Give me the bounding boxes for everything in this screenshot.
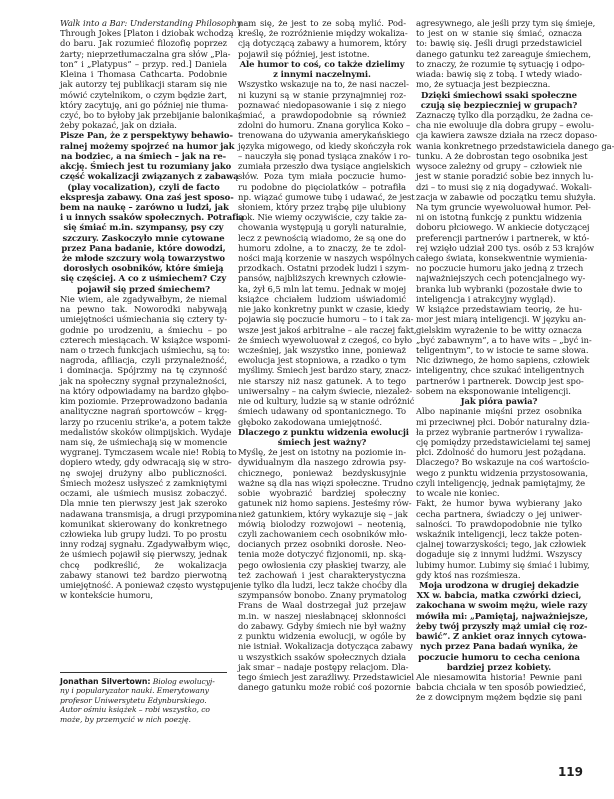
body-text-line: to wcale nie koniec.: [416, 488, 500, 499]
article-column-1: [60, 18, 245, 601]
body-text-line: wsze jest jakoś arbitralne – ale raczej fakt,: [238, 324, 417, 335]
body-text-line: docianych przez osobniki dorosłe. Neo-: [238, 539, 406, 550]
body-text-line: Walk into a Bar: Understanding Philosophy: [60, 18, 242, 28]
body-text-line: cha nie ewoluuje dla dobra grupy – ewolu-: [416, 120, 594, 131]
interview-question-line: Moja urodzona w drugiej dekadzie: [419, 580, 579, 591]
body-text-line: nam o trzech funkcjach uśmiechu, są to:: [60, 345, 230, 355]
interview-question-line: śmiech jest ważny?: [277, 436, 367, 447]
body-text-line: ważne są dla nas więzi społeczne. Trudno: [238, 477, 414, 488]
body-text-line: ewolucja jest stopniowa, a rzadko o tym: [238, 355, 406, 366]
article-column-2: [238, 18, 417, 693]
body-text-line: śmiech udawany od spontanicznego. To: [238, 406, 406, 417]
body-text-line: lubimy humor. Lubimy się śmiać i lubimy,: [416, 559, 590, 570]
body-text-line: czyć, bo to byłoby jak przebijanie balonika,: [60, 109, 241, 120]
body-text-line: oczami, ale uśmiech musisz zobaczyć.: [60, 488, 227, 499]
interview-question-line: i u innych ssaków społecznych. Potrafią: [60, 212, 245, 223]
body-text-line: Albo napinanie mięśni przez osobnika: [416, 406, 582, 417]
body-text-line: wcześniej, jak wszystko inne, ponieważ: [238, 345, 406, 355]
bio-line: może, by przemycić w nich poezję.: [60, 714, 191, 724]
body-text-line: wygranej. Tymczasem wcale nie! Robią to: [60, 447, 237, 458]
body-text-line: godnie po urodzeniu, a śmiechu – po: [60, 324, 227, 335]
body-text-line: wskaźnik inteligencji, lecz także poten-: [416, 528, 582, 539]
body-text-line: danego gatunku też zareaguje śmiechem,: [416, 48, 591, 59]
body-text-line: rej wzięło udział 200 tys. osób z 53 krajów: [416, 242, 595, 253]
body-text-line: poznawać niedopasowanie i się z niego: [238, 99, 406, 110]
bio-line: Autor ośmiu książek – robi wszystko, co: [60, 705, 210, 715]
body-text-line: Myślę, że jest on istotny na poziomie in-: [238, 447, 406, 458]
body-text-line: całego świata, konsekwentnie wymienia-: [416, 253, 588, 264]
body-text-line: nadawana transmisja, a drugi przypomina: [60, 508, 238, 519]
page-number: 119: [557, 765, 583, 779]
body-text-line: mo, że sytuacja jest bezpieczna.: [416, 79, 551, 90]
body-text-line: chowania występują u goryli naturalnie,: [238, 222, 407, 233]
body-text-line: do zabawy. Gdyby śmiech nie był ważny: [238, 620, 406, 631]
body-text-line: ła przez wybranie partnerów i rywaliza-: [416, 426, 584, 437]
body-text-line: jak autorzy tej publikacji staram się nie: [60, 79, 227, 90]
body-text-line: nież gatunkiem, który wykazuje się – jak: [238, 508, 408, 519]
interview-question-line: mówiła mi: „Pamiętaj, najważniejsze,: [416, 610, 588, 621]
body-text-line: pego owłosienia czy płaskiej twarzy, ale: [238, 559, 406, 570]
body-text-line: inteligencja i atrakcyjny wygląd).: [416, 293, 556, 304]
body-text-line: dopiero wtedy, gdy odwracają się w stro-: [60, 457, 232, 468]
body-text-line: mówią biolodzy rozwojowi – neotenią,: [238, 518, 406, 529]
body-text-line: gatunek niż homo sapiens. Jesteśmy rów-: [238, 498, 412, 509]
interview-question-line: (play vocalization), czyli de facto: [67, 181, 220, 192]
body-text-line: cecha partnera, świadczy o jej uniwer-: [416, 508, 582, 519]
interview-question-line: Dlaczego z punktu widzenia ewolucji: [238, 426, 409, 437]
body-text-line: Dla mnie ten pierwszy jest jak szeroko: [60, 498, 227, 509]
body-text-line: umiejętność. A ponieważ często występuje: [60, 580, 239, 591]
body-text-line: Frans de Waal dostrzegał już przejaw: [238, 600, 406, 611]
body-text-line: Śmiech możesz usłyszeć z zamkniętymi: [60, 477, 227, 488]
body-text-line: myślimy. Śmiech jest bardzo stary, znacz-: [238, 365, 412, 376]
body-text-line: Zaznaczę tylko dla porządku, że żadna ce-: [416, 109, 593, 120]
body-text-line: ni kuzyni są w stanie przynajmniej roz-: [238, 89, 406, 100]
body-text-line: Na tym gruncie wyewoluował humor. Peł-: [416, 201, 591, 212]
body-text-line: analityczne nagrań sportowców – kręg-: [60, 406, 227, 417]
interview-question-line: Pisze Pan, że z perspektywy behawio-: [60, 130, 233, 141]
interview-question-line: żeby twój przyszły mąż umiał cię roz-: [416, 620, 588, 631]
body-text-line: najważniejszych cech potencjalnego wy-: [416, 273, 586, 284]
body-text-line: Nie wiem, ale zgadywałbym, że niemal: [60, 293, 227, 304]
body-text-line: nie istniał. Wokalizacja dotycząca zabawy: [238, 641, 413, 652]
body-text-line: dywidualnym dla naszego zdrowia psy-: [238, 457, 406, 468]
body-text-line: nam się, że uśmiechają się w momencie: [60, 436, 228, 447]
interview-question-line: że młode szczury wolą towarzystwo: [62, 253, 225, 264]
body-text-line: to jest on w stanie się śmiać, oznacza: [416, 28, 582, 39]
interview-question-line: się śmiać m.in. szympansy, psy czy: [63, 222, 224, 233]
body-text-line: języka migowego, od kiedy skończyła rok: [238, 140, 412, 151]
body-text-line: inteligentny, chce szukać inteligentnych: [416, 365, 585, 376]
body-text-line: u wszystkich ssaków społecznych działa: [238, 651, 407, 662]
body-text-line: jest w stanie poradzić sobie bez innych lu-: [416, 171, 594, 182]
body-text-line: który zacytuję, ani go później nie tłuma-: [60, 99, 229, 110]
body-text-line: wysoce zależny od grupy – człowiek nie: [416, 161, 582, 172]
interview-question-line: Ale humor to coś, co także dzielimy: [239, 58, 405, 69]
body-text-line: z punktu widzenia ewolucji, w ogóle by: [238, 631, 406, 642]
body-text-line: agresywnego, ale jeśli przy tym się śmieje,: [416, 18, 596, 28]
body-text-line: wiada: bawię się z tobą. I wtedy wiado-: [416, 69, 582, 80]
interview-question-line: bardziej przez kobiety.: [446, 661, 552, 672]
body-text-line: – nauczyła się ponad tysiąca znaków i ro-: [238, 150, 411, 161]
body-text-line: humoru zdolne, a to znaczy, że te zdol-: [238, 242, 406, 253]
body-text-line: płci. Zdolność do humoru jest pożądana.: [416, 447, 586, 458]
body-text-line: ka, żył 6,5 mln lat temu. Jednak w mojej: [238, 283, 407, 294]
body-text-line: nam się, że jest to ze sobą mylić. Pod-: [238, 18, 406, 28]
interview-question-line: czują się bezpieczniej w grupach?: [420, 99, 578, 110]
body-text-line: Through Jokes [Platon i dziobak wchodzą: [60, 28, 234, 39]
body-text-line: m.in. w naszej niesłabnącej skłonności: [238, 610, 406, 621]
body-text-line: cją dotyczącą zabawy a humorem, który: [238, 38, 407, 49]
body-text-line: cjalnej towarzyskości; tego, jak człowiek: [416, 539, 586, 550]
body-text-line: zumiała przeszło dwa tysiące angielskich: [238, 161, 411, 172]
body-text-line: sobie wyobrazić bardziej społeczny: [238, 488, 406, 499]
body-text-line: Wszystko wskazuje na to, że nasi naczel-: [238, 79, 409, 90]
interview-question-line: na bodziec, a na śmiech – jak na re-: [60, 150, 227, 161]
body-text-line: gielskim wyrażenie to be witty oznacza: [416, 324, 582, 335]
body-text-line: tego śmiech jest zaraźliwy. Przedstawiciel: [238, 672, 415, 682]
body-text-line: do baru. Jak rozumieć filozofię poprzez: [60, 38, 227, 49]
body-text-line: danego gatunku może robić coś pozornie: [238, 682, 411, 693]
bio-line: ny i popularyzator nauki. Emerytowany: [60, 686, 209, 696]
body-text-line: lecz z pewnością wiadomo, że są one do: [238, 232, 406, 243]
body-text-line: jak smar – nadaje postępy relacjom. Dla-: [238, 661, 409, 672]
body-text-line: wania konkretnego przedstawiciela danego ga-: [416, 140, 614, 151]
body-text-line: śmiać, a prawdopodobnie są również: [238, 109, 406, 120]
body-text-line: zabawy stanowi też bardzo pierwotną: [60, 569, 227, 580]
body-text-line: kreślę, że rozróżnienie między wokaliza-: [238, 28, 408, 39]
body-text-line: że z dowcipnym mężem będzie się pani: [416, 692, 582, 703]
body-text-line: żarty; nieprzetłumaczalna gra słów „Pla-: [60, 48, 231, 59]
body-text-line: kim poziomie. Przeprowadzono badania: [60, 396, 228, 407]
body-text-line: książce chciałem ludziom uświadomić: [238, 293, 406, 304]
body-text-line: nę swojej drużyny albo publiczności.: [60, 467, 227, 478]
body-text-line: tenia może dotyczyć fizjonomii, np. ską-: [238, 549, 406, 560]
interview-question-line: ralnej możemy spojrzeć na humor jak: [60, 140, 235, 151]
body-text-line: Fakt, że humor bywa wybierany jako: [416, 498, 582, 509]
interview-question-line: część wokalizacji związanych z zabawą: [60, 171, 239, 182]
interview-question-line: z innymi naczelnymi.: [273, 69, 371, 80]
body-text-line: przodkach. Ostatni przodek ludzi i szym-: [238, 263, 409, 274]
body-text-line: to: bawię się. Jeśli drugi przedstawiciel: [416, 38, 582, 49]
body-text-line: ności mają korzenie w naszych wspólnych: [238, 253, 415, 264]
body-text-line: dzi – to musi się z nią dogadywać. Wokali-: [416, 181, 592, 192]
body-text-line: szympansów bonobo. Znany prymatolog: [238, 590, 407, 601]
body-text-line: na który odpowiadamy na bardzo głębo-: [60, 385, 229, 396]
body-text-line: mówić czytelnikom, o czym będzie żart,: [60, 89, 227, 100]
article-column-3: [416, 18, 614, 703]
body-text-line: mi przeciwnej płci. Dobór naturalny dzia-: [416, 416, 590, 427]
body-text-line: tunku. A że dobrostan tego osobnika jest: [416, 150, 588, 161]
interview-question-line: nych przez Pana badań wynika, że: [420, 641, 578, 652]
body-text-line: trenowana do używania amerykańskiego: [238, 130, 410, 141]
body-text-line: Ale niesamowita historia! Pewnie pani: [416, 672, 582, 682]
bio-divider: [60, 672, 227, 673]
body-text-line: nie jako konkretny punkt w czasie, kiedy: [238, 304, 410, 315]
body-text-line: zacja w zabawie od początku temu służyła.: [416, 191, 596, 202]
body-text-line: preferencji partnerów i partnerek, w któ-: [416, 232, 590, 243]
body-text-line: gdy ktoś nas rozśmiesza.: [416, 569, 521, 580]
body-text-line: i dominacja. Spójrzmy na tę czynność: [60, 365, 227, 376]
interview-question-line: poczucie humoru to cecha ceniona: [418, 651, 580, 662]
body-text-line: ton” i „Platypus” – przyp. red.] Daniela: [60, 58, 227, 69]
body-text-line: „być zabawnym”, a to have wits – „być in-: [416, 334, 592, 345]
body-text-line: pojawił się później, jest istotne.: [238, 48, 370, 59]
interview-question-line: pojawił się przed śmiechem?: [77, 283, 210, 294]
body-text-line: np. wiązać gumowe tubę i udawać, że jest: [238, 191, 415, 202]
body-text-line: wego z punktu widzenia przystosowania,: [416, 467, 588, 478]
body-text-line: inny rodzaj sygnału. Zgadywałbym więc,: [60, 539, 231, 550]
body-text-line: też zachowań i jest charakterystyczna: [238, 569, 406, 580]
body-text-line: umiejętności uśmiechania się cztery ty-: [60, 314, 227, 325]
interview-question-line: ekspresja zabawy. Ona zaś jest sposo-: [60, 191, 234, 202]
interview-question-line: XX w. babcia, matka czwórki dzieci,: [416, 590, 582, 601]
body-text-line: sobem na eksponowanie inteligencji.: [416, 385, 571, 396]
body-text-line: jak na społeczny sygnał przynależności,: [60, 375, 227, 386]
body-text-line: no poczucie humoru jako jedną z trzech: [416, 263, 584, 274]
interview-question-line: Dzięki śmiechowi ssaki społeczne: [421, 89, 577, 100]
bio-author-name: Jonathan Silvertown:: [60, 677, 151, 686]
interview-question-line: przez Pana badanie, które dowodzi,: [61, 242, 226, 253]
body-text-line: medalistów skoków olimpijskich. Wydaje: [60, 426, 232, 437]
body-text-line: w kontekście humoru,: [60, 590, 153, 601]
body-text-line: chcę podkreślić, że wokalizacja: [60, 559, 227, 570]
body-text-line: uniwersalny – na całym świecie, niezależ-: [238, 385, 413, 396]
body-text-line: że śmiech wyewoluował z czegoś, co było: [238, 334, 412, 345]
interview-question-line: dorosłych osobników, które śmieją: [63, 263, 224, 274]
interview-question-line: bawić”. Z ankiet oraz innych cytowa-: [416, 631, 587, 642]
body-text-line: to znaczy, że rozumie tę sytuację i odpo-: [416, 58, 585, 69]
interview-question-line: zakochana w swoim mężu, wiele razy: [416, 600, 588, 611]
body-text-line: nie tylko dla ludzi, lecz także choćby dla: [238, 580, 408, 591]
body-text-line: nie od kultury, ludzie są w stanie odróżnić: [238, 396, 415, 407]
body-text-line: człowieka lub grupy ludzi. To po prostu: [60, 528, 227, 539]
body-text-line: doboru płciowego. W ankiecie dotyczącej: [416, 222, 590, 233]
body-text-line: partnerów i partnerek. Dowcip jest spo-: [416, 375, 584, 386]
body-text-line: larzy po rzuceniu strike'a, a potem także: [60, 416, 231, 427]
body-text-line: Nic dziwnego, że homo sapiens, człowiek: [416, 355, 590, 366]
body-text-line: na pewno tak. Noworodki nabywają: [60, 304, 227, 315]
interview-question-line: się częściej. A co z uśmiechem? Czy: [60, 273, 227, 284]
body-text-line: Kleina i Thomasa Cathcarta. Podobnie: [60, 69, 227, 80]
author-bio: [60, 677, 227, 724]
body-text-line: babcia chciała w ten sposób powiedzieć,: [416, 682, 586, 693]
bio-first-line: [60, 677, 227, 686]
body-text-line: zdolni do humoru. Znana gorylica Koko –: [238, 120, 411, 131]
interview-question-line: akcję. Śmiech jest tu rozumiany jako: [60, 161, 232, 172]
body-text-line: nie starszy niż nasz gatunek. A to tego: [238, 375, 406, 386]
body-text-line: sok. Nie wiemy oczywiście, czy takie za-: [238, 212, 407, 223]
body-text-line: Dlaczego? Bo wskazuje na coś wartościo-: [416, 457, 590, 468]
bio-line: Biolog ewolucyj-: [152, 677, 215, 686]
body-text-line: czyli zachowaniem cech osobników mło-: [238, 528, 408, 539]
body-text-line: dogaduje się z innymi ludźmi. Wszyscy: [416, 549, 582, 560]
interview-question-line: bem na naukę – zarówno u ludzi, jak: [60, 201, 229, 212]
body-text-line: czterech miesiącach. W książce wspomi-: [60, 334, 231, 345]
body-text-line: czyli inteligencję, jednak pamiętajmy, że: [416, 477, 586, 488]
body-text-line: pansów, najbliższych krewnych człowie-: [238, 273, 406, 284]
body-text-line: W książce przedstawiam teorię, że hu-: [416, 304, 582, 315]
body-text-line: nagroda, afiliacja, czyli przynależność,: [60, 355, 227, 366]
body-text-line: teligentnym”, to w istocie te same słowa.: [416, 345, 589, 355]
interview-question-line: Jak pióra pawia?: [460, 396, 538, 407]
body-text-line: ni on istotną funkcję z punktu widzenia: [416, 212, 582, 223]
body-text-line: salności. To prawdopodobnie nie tylko: [416, 518, 582, 529]
body-text-line: słów. Poza tym miała poczucie humo-: [238, 171, 406, 182]
body-text-line: chicznego, ponieważ bezdyskusyjnie: [238, 467, 406, 478]
body-text-line: ru podobne do pięciolatków – potrafiła: [238, 181, 406, 192]
interview-question-line: szczury. Zaskoczyło mnie cytowane: [62, 232, 225, 243]
body-text-line: cję pomiędzy przedstawicielami tej samej: [416, 436, 591, 447]
body-text-line: pojawia się poczucie humoru – to i tak za-: [238, 314, 414, 325]
body-text-line: branka lub wybranki (pozostałe dwie to: [416, 283, 583, 294]
body-text-line: mor jest miarą inteligencji. W języku an-: [416, 314, 586, 325]
body-text-line: że uśmiech pojawił się pierwszy, jednak: [60, 549, 227, 560]
body-text-line: żeby pokazać, jak on działa.: [60, 120, 177, 131]
body-text-line: komunikat skierowany do konkretnego: [60, 518, 227, 529]
body-text-line: głęboko zakodowana umiejętność.: [238, 416, 382, 427]
bio-line: profesor Uniwersytetu Edynburskiego.: [60, 695, 207, 705]
body-text-line: cja kawiera zawsze działa na rzecz dopaso-: [416, 130, 598, 141]
body-text-line: słoniem, który przez trąbę pije ulubiony: [238, 201, 406, 212]
